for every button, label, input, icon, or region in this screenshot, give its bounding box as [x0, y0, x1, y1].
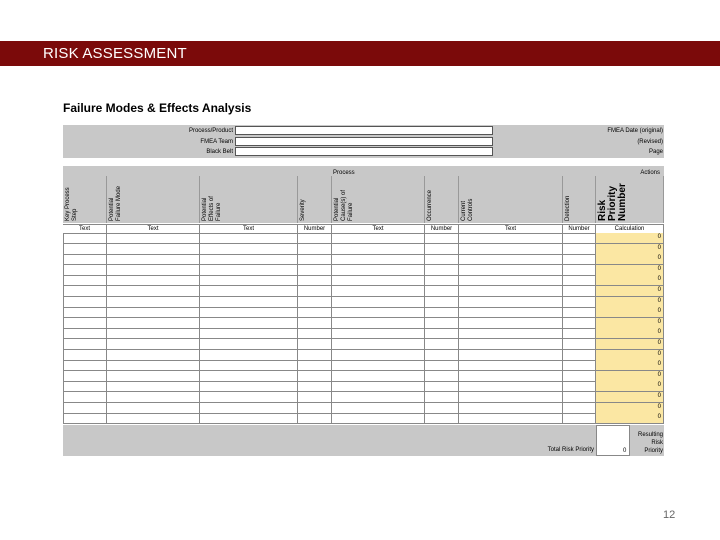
rpn-cell — [596, 381, 664, 392]
potential-failure-mode-cell[interactable] — [107, 328, 200, 339]
severity-type: Number — [298, 224, 332, 234]
severity-cell[interactable] — [298, 371, 332, 382]
resulting-label-3: Priority — [644, 448, 663, 454]
rpn-cell — [596, 403, 664, 414]
occurrence-header-label: Occurrence — [427, 189, 433, 221]
detection-cell[interactable] — [563, 244, 596, 255]
occurrence-cell[interactable] — [425, 403, 459, 414]
footer-band — [63, 425, 596, 456]
potential-causes-cell[interactable] — [332, 244, 425, 255]
rpn-cell — [596, 413, 664, 424]
severity-cell[interactable] — [298, 297, 332, 308]
severity-cell[interactable] — [298, 318, 332, 329]
severity-cell[interactable] — [298, 360, 332, 371]
key-process-step-cell[interactable] — [63, 328, 107, 339]
potential-effects-cell[interactable] — [200, 286, 298, 297]
rpn-value: 0 — [657, 393, 661, 399]
detection-cell[interactable] — [563, 307, 596, 318]
revised-label: (Revised) — [637, 139, 663, 145]
occurrence-cell[interactable] — [425, 350, 459, 361]
potential-causes-cell[interactable] — [332, 286, 425, 297]
current-controls-cell[interactable] — [459, 360, 563, 371]
detection-cell[interactable] — [563, 297, 596, 308]
current-controls-cell[interactable] — [459, 392, 563, 403]
rpn-value: 0 — [657, 414, 661, 421]
occurrence-cell[interactable] — [425, 381, 459, 392]
key-process-step-cell[interactable] — [63, 254, 107, 265]
occurrence-cell[interactable] — [425, 307, 459, 318]
potential-causes-type: Text — [332, 224, 425, 234]
severity-cell[interactable] — [298, 339, 332, 350]
detection-cell[interactable] — [563, 233, 596, 244]
rpn-value: 0 — [657, 403, 661, 410]
current-controls-cell[interactable] — [459, 265, 563, 276]
rpn-cell — [596, 360, 664, 371]
potential-causes-cell[interactable] — [332, 318, 425, 329]
severity-cell[interactable] — [298, 254, 332, 265]
current-controls-cell[interactable] — [459, 403, 563, 414]
severity-cell[interactable] — [298, 265, 332, 276]
occurrence-cell[interactable] — [425, 275, 459, 286]
detection-cell[interactable] — [563, 318, 596, 329]
potential-effects-cell[interactable] — [200, 254, 298, 265]
potential-failure-mode-header-label: Potential Failure Mode — [109, 185, 122, 221]
occurrence-cell[interactable] — [425, 392, 459, 403]
rpn-value: 0 — [657, 308, 661, 315]
potential-causes-cell[interactable] — [332, 297, 425, 308]
detection-cell[interactable] — [563, 403, 596, 414]
risk-priority-number-header-label: Risk Priority Number — [597, 183, 628, 221]
rpn-cell — [596, 318, 664, 329]
potential-failure-mode-cell[interactable] — [107, 275, 200, 286]
black-belt-label: Black Belt — [206, 149, 233, 155]
potential-effects-cell[interactable] — [200, 413, 298, 424]
potential-failure-mode-cell[interactable] — [107, 297, 200, 308]
rpn-cell — [596, 371, 664, 382]
potential-causes-cell[interactable] — [332, 403, 425, 414]
potential-failure-mode-cell[interactable] — [107, 403, 200, 414]
potential-causes-cell[interactable] — [332, 360, 425, 371]
occurrence-type: Number — [425, 224, 459, 234]
occurrence-cell[interactable] — [425, 328, 459, 339]
current-controls-type: Text — [459, 224, 563, 234]
rpn-value: 0 — [657, 382, 661, 389]
potential-failure-mode-cell[interactable] — [107, 286, 200, 297]
key-process-step-cell[interactable] — [63, 244, 107, 255]
occurrence-cell[interactable] — [425, 233, 459, 244]
severity-cell[interactable] — [298, 381, 332, 392]
potential-effects-cell[interactable] — [200, 392, 298, 403]
page-number: 12 — [663, 509, 676, 521]
key-process-step-header-label: Key Process Step — [65, 187, 78, 221]
key-process-step-cell[interactable] — [63, 350, 107, 361]
process-product-field[interactable] — [235, 126, 493, 135]
key-process-step-cell[interactable] — [63, 413, 107, 424]
detection-cell[interactable] — [563, 328, 596, 339]
potential-effects-type: Text — [200, 224, 298, 234]
process-section-label: Process — [333, 170, 355, 176]
potential-causes-header-label: Potential Cause(s) of Failure — [334, 189, 354, 221]
potential-causes-cell[interactable] — [332, 371, 425, 382]
fmea-team-label: FMEA Team — [200, 139, 233, 145]
potential-failure-mode-cell[interactable] — [107, 339, 200, 350]
risk-priority-number-type: Calculation — [596, 224, 664, 234]
potential-failure-mode-cell[interactable] — [107, 265, 200, 276]
current-controls-cell[interactable] — [459, 328, 563, 339]
potential-effects-header-label: Potential Effects of Failure — [202, 196, 222, 221]
occurrence-cell[interactable] — [425, 371, 459, 382]
fmea-team-field[interactable] — [235, 137, 493, 146]
key-process-step-cell[interactable] — [63, 286, 107, 297]
total-risk-priority-value: 0 — [623, 448, 627, 454]
page-label: Page — [648, 149, 663, 155]
potential-causes-cell[interactable] — [332, 413, 425, 424]
total-risk-priority-box — [596, 425, 630, 456]
current-controls-cell[interactable] — [459, 297, 563, 308]
severity-cell[interactable] — [298, 413, 332, 424]
black-belt-field[interactable] — [235, 147, 493, 156]
severity-cell[interactable] — [298, 244, 332, 255]
rpn-value: 0 — [657, 265, 661, 272]
rpn-cell — [596, 233, 664, 244]
key-process-step-cell[interactable] — [63, 297, 107, 308]
resulting-label-2: Risk — [651, 440, 663, 446]
potential-effects-cell[interactable] — [200, 381, 298, 392]
spacer — [63, 158, 664, 166]
key-process-step-type: Text — [63, 224, 107, 234]
potential-effects-cell[interactable] — [200, 360, 298, 371]
potential-causes-cell[interactable] — [332, 328, 425, 339]
detection-header-label: Detection — [565, 195, 571, 221]
current-controls-cell[interactable] — [459, 233, 563, 244]
key-process-step-cell[interactable] — [63, 318, 107, 329]
slide-title: RISK ASSESSMENT — [43, 45, 187, 62]
rpn-cell — [596, 297, 664, 308]
rpn-cell — [596, 350, 664, 361]
potential-effects-cell[interactable] — [200, 244, 298, 255]
potential-effects-cell[interactable] — [200, 371, 298, 382]
current-controls-cell[interactable] — [459, 275, 563, 286]
potential-effects-cell[interactable] — [200, 318, 298, 329]
severity-cell[interactable] — [298, 392, 332, 403]
potential-effects-cell[interactable] — [200, 297, 298, 308]
potential-failure-mode-cell[interactable] — [107, 371, 200, 382]
detection-cell[interactable] — [563, 286, 596, 297]
current-controls-cell[interactable] — [459, 371, 563, 382]
detection-cell[interactable] — [563, 350, 596, 361]
key-process-step-cell[interactable] — [63, 339, 107, 350]
potential-causes-cell[interactable] — [332, 275, 425, 286]
potential-effects-cell[interactable] — [200, 350, 298, 361]
potential-effects-cell[interactable] — [200, 328, 298, 339]
potential-causes-cell[interactable] — [332, 254, 425, 265]
key-process-step-cell[interactable] — [63, 275, 107, 286]
potential-causes-cell[interactable] — [332, 265, 425, 276]
rpn-value: 0 — [657, 255, 661, 262]
current-controls-cell[interactable] — [459, 413, 563, 424]
severity-cell[interactable] — [298, 403, 332, 414]
key-process-step-cell[interactable] — [63, 233, 107, 244]
severity-cell[interactable] — [298, 350, 332, 361]
current-controls-cell[interactable] — [459, 286, 563, 297]
severity-cell[interactable] — [298, 233, 332, 244]
rpn-value: 0 — [657, 276, 661, 283]
potential-failure-mode-cell[interactable] — [107, 413, 200, 424]
current-controls-cell[interactable] — [459, 254, 563, 265]
potential-failure-mode-cell[interactable] — [107, 233, 200, 244]
rpn-value: 0 — [657, 318, 661, 325]
severity-cell[interactable] — [298, 328, 332, 339]
potential-causes-cell[interactable] — [332, 381, 425, 392]
rpn-value: 0 — [657, 287, 661, 293]
rpn-value: 0 — [657, 234, 661, 240]
occurrence-cell[interactable] — [425, 254, 459, 265]
occurrence-cell[interactable] — [425, 339, 459, 350]
potential-causes-cell[interactable] — [332, 307, 425, 318]
rpn-value: 0 — [657, 329, 661, 336]
rpn-cell — [596, 307, 664, 318]
page-subtitle: Failure Modes & Effects Analysis — [63, 101, 252, 115]
rpn-value: 0 — [657, 244, 661, 251]
current-controls-cell[interactable] — [459, 350, 563, 361]
actions-section-label: Actions — [640, 170, 660, 176]
potential-causes-cell[interactable] — [332, 339, 425, 350]
potential-effects-cell[interactable] — [200, 265, 298, 276]
key-process-step-cell[interactable] — [63, 381, 107, 392]
detection-cell[interactable] — [563, 360, 596, 371]
rpn-cell — [596, 254, 664, 265]
resulting-label-1: Resulting — [637, 432, 663, 438]
potential-failure-mode-cell[interactable] — [107, 381, 200, 392]
potential-effects-cell[interactable] — [200, 307, 298, 318]
rpn-value: 0 — [657, 297, 661, 304]
potential-causes-cell[interactable] — [332, 350, 425, 361]
potential-failure-mode-cell[interactable] — [107, 318, 200, 329]
detection-cell[interactable] — [563, 339, 596, 350]
potential-causes-cell[interactable] — [332, 233, 425, 244]
key-process-step-cell[interactable] — [63, 307, 107, 318]
occurrence-cell[interactable] — [425, 360, 459, 371]
rpn-value: 0 — [657, 371, 661, 378]
current-controls-header-label: Current Controls — [461, 198, 474, 221]
rpn-cell — [596, 339, 664, 350]
occurrence-cell[interactable] — [425, 244, 459, 255]
total-risk-priority-label: Total Risk Priority — [547, 447, 594, 453]
process-product-label: Process/Product — [188, 128, 233, 134]
key-process-step-cell[interactable] — [63, 392, 107, 403]
potential-effects-cell[interactable] — [200, 275, 298, 286]
key-process-step-cell[interactable] — [63, 403, 107, 414]
key-process-step-cell[interactable] — [63, 371, 107, 382]
key-process-step-cell[interactable] — [63, 265, 107, 276]
detection-cell[interactable] — [563, 371, 596, 382]
potential-effects-cell[interactable] — [200, 403, 298, 414]
current-controls-cell[interactable] — [459, 318, 563, 329]
potential-failure-mode-cell[interactable] — [107, 254, 200, 265]
detection-cell[interactable] — [563, 254, 596, 265]
detection-cell[interactable] — [563, 381, 596, 392]
occurrence-cell[interactable] — [425, 297, 459, 308]
title-banner — [0, 41, 720, 66]
fmea-date-label: FMEA Date (original) — [607, 128, 663, 134]
rpn-cell — [596, 265, 664, 276]
potential-failure-mode-cell[interactable] — [107, 360, 200, 371]
occurrence-cell[interactable] — [425, 413, 459, 424]
potential-effects-cell[interactable] — [200, 233, 298, 244]
rpn-cell — [596, 275, 664, 286]
rpn-value: 0 — [657, 340, 661, 346]
rpn-value: 0 — [657, 361, 661, 368]
detection-type: Number — [563, 224, 596, 234]
current-controls-cell[interactable] — [459, 307, 563, 318]
key-process-step-cell[interactable] — [63, 360, 107, 371]
current-controls-cell[interactable] — [459, 381, 563, 392]
potential-failure-mode-cell[interactable] — [107, 307, 200, 318]
detection-cell[interactable] — [563, 265, 596, 276]
potential-failure-mode-cell[interactable] — [107, 392, 200, 403]
rpn-value: 0 — [657, 350, 661, 357]
severity-cell[interactable] — [298, 286, 332, 297]
detection-cell[interactable] — [563, 413, 596, 424]
severity-header-label: Severity — [300, 199, 306, 221]
rpn-cell — [596, 328, 664, 339]
detection-cell[interactable] — [563, 392, 596, 403]
rpn-cell — [596, 392, 664, 403]
severity-cell[interactable] — [298, 307, 332, 318]
current-controls-cell[interactable] — [459, 339, 563, 350]
potential-failure-mode-cell[interactable] — [107, 244, 200, 255]
detection-cell[interactable] — [563, 275, 596, 286]
fmea-form — [63, 125, 664, 456]
current-controls-cell[interactable] — [459, 244, 563, 255]
potential-effects-cell[interactable] — [200, 339, 298, 350]
rpn-cell — [596, 244, 664, 255]
severity-cell[interactable] — [298, 275, 332, 286]
occurrence-cell[interactable] — [425, 265, 459, 276]
rpn-cell — [596, 286, 664, 297]
potential-failure-mode-cell[interactable] — [107, 350, 200, 361]
potential-failure-mode-type: Text — [107, 224, 200, 234]
occurrence-cell[interactable] — [425, 318, 459, 329]
occurrence-cell[interactable] — [425, 286, 459, 297]
potential-causes-cell[interactable] — [332, 392, 425, 403]
